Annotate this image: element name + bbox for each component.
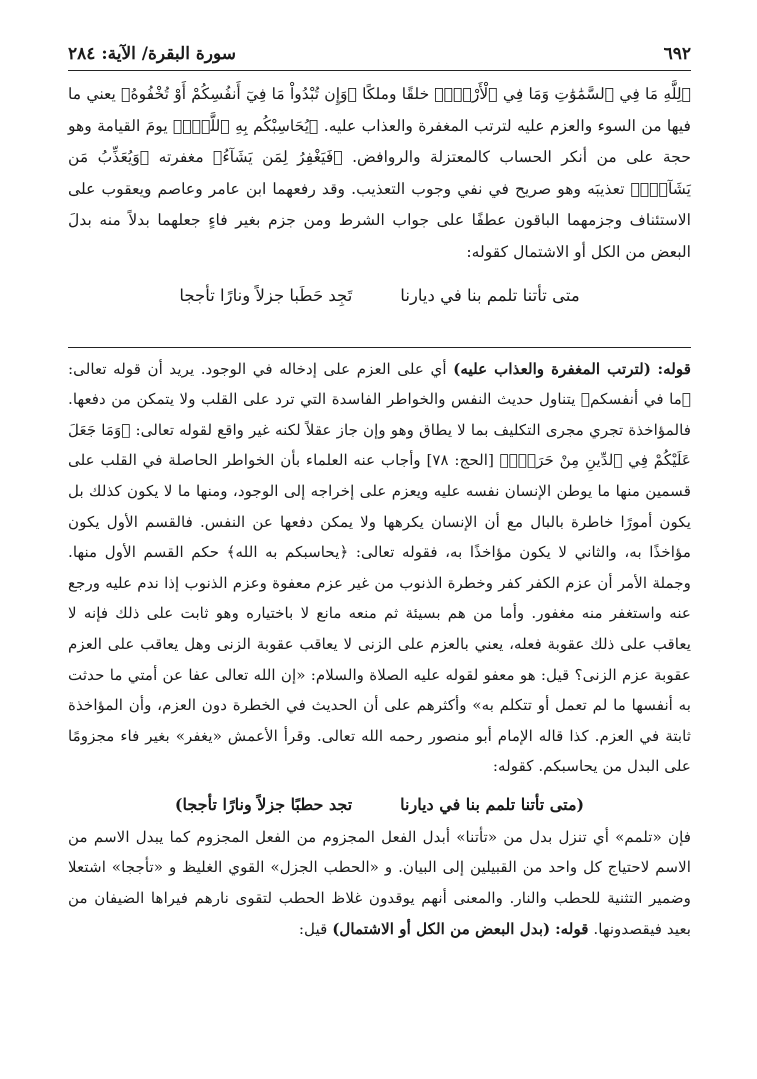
commentary-text: أي على العزم على إدخاله في الوجود. يريد أن قوله تعالى: ﴿ما في أنفسكم﴾ يتناول حديث النفس والخواطر الفاسدة التي ترد على القلب ولا يتمكن من دفعها. فالمؤاخذة تجري مجرى التكليف بما لا يطاق وهو وإن جاز عقلاً لكنه غير واقع لقوله تعالى: ﴿وَمَا جَعَلَ عَلَيْكُمْ فِي ٱلدِّينِ مِنْ حَرَجٍۚ﴾ [الحج: ٧٨] وأجاب عنه العلماء بأن الخواطر الحاصلة في القلب على قسمين منها ما يوطن الإنسان نفسه عليه ويعزم على إخراجه إلى الوجود، ومنها ما لا يكون كذلك بل يكون أمورًا خاطرة بالبال مع أن الإنسان يكرهها ولا يمكن دفعها عن النفس. فالقسم الأول يكون مؤاخذًا به، والثاني لا يكون مؤاخذًا به، فقوله تعالى: ﴿يحاسبكم به الله﴾ حكم القسم الأول منها. وجملة الأمر أن عزم الكفر كفر وخطرة الذنوب من غير عزم معفوة وعزم الذنوب إذا ندم عليه ورجع عنه واستغفر منه مغفور. وأما من هم بسيئة ثم منعه مانع لا باختياره وهو ثابت على ذلك فإنه لا يعاقب على ذلك عقوبة فعله، يعني بالعزم على الزنى لا يعاقب عقوبة الزنى وهل يعاقب على العزم عقوبة عزم الزنى؟ قيل: هو معفو لقوله عليه الصلاة والسلام: «إن الله تعالى عفا عن أمتي ما حدثت به أنفسها ما لم تعمل أو تتكلم به» وأكثرهم على أن الحديث في الخطرة دون العزم، وأن المؤاخذة ثابتة في العزم. كذا قاله الإمام أبو منصور رحمه الله تعالى. وقرأ الأعمش «يغفر» بغير فاء مجزومًا على البدل من يحاسبكم. كقوله: — [68, 359, 691, 776]
page-number: ٦٩٢ — [663, 44, 691, 64]
verse-first-hemistich: متى تأتنا تلمم بنا في ديارنا — [400, 285, 580, 305]
poetry-verse — [68, 281, 691, 311]
commentary-label-2: قوله: — [555, 919, 589, 938]
separator-line — [68, 347, 691, 348]
commentary-paragraph-1 — [68, 354, 691, 782]
commentary-label: قوله: — [657, 359, 692, 378]
commentary-quote-2: (بدل البعض من الكل أو الاشتمال) — [332, 919, 551, 938]
verse-second-hemistich: تَجِد حَطَبا جزلاً ونارًا تأججا — [179, 285, 353, 305]
surah-reference: سورة البقرة/ الآية: ٢٨٤ — [68, 44, 236, 64]
commentary-verse-first: (متى تأتنا تلمم بنا في ديارنا — [400, 794, 585, 814]
main-text — [68, 79, 691, 311]
commentary-poetry-verse — [68, 790, 691, 820]
commentary-quote: (لترتب المغفرة والعذاب عليه) — [453, 359, 651, 378]
commentary-text-2: فإن «تلمم» أي تنزل بدل من «تأتنا» أبدل الفعل المجزوم من الفعل المجزوم كما يبدل الاسم من الاسم لاحتياج كل واحد من القبيلين إلى البيان. و «الحطب الجزل» القوي الغليظ و «تأججا» اشتعلا وضمير التثنية للحطب والنار. والمعنى أنهم يوقدون غلاظ الحطب لتقوى نارهم فيراها الضيفان من بعيد فيقصدونها. — [68, 827, 691, 938]
commentary-section — [68, 354, 691, 945]
commentary-paragraph-2 — [68, 822, 691, 944]
commentary-tail: قيل: — [298, 919, 333, 938]
commentary-verse-second: تجد حطبًا جزلاً ونارًا تأججا) — [174, 794, 353, 814]
main-paragraph: ﴿لِلَّهِ مَا فِي ٱلسَّمَٰوَٰتِ وَمَا فِي ٱلْأَرْضِۗ﴾ خلقًا وملكًا ﴿وَإِن تُبْدُواْ مَا فِيٓ أَنفُسِكُمْ أَوْ تُخْفُوهُ﴾ يعني ما فيها من السوء والعزم عليه لترتب المغفرة والعذاب عليه. ﴿يُحَاسِبْكُم بِهِ ٱللَّهُۖ﴾ يومَ القيامة وهو حجة على من أنكر الحساب كالمعتزلة والروافض. ﴿فَيَغْفِرُ لِمَن يَشَآءُ﴾ مغفرته ﴿وَيُعَذِّبُ مَن يَشَآءُۗ﴾ تعذيبَه وهو صريح في نفي وجوب التعذيب. وقد رفعهما ابن عامر وعاصم ويعقوب على الاستئناف وجزمهما الباقون عطفًا على جواب الشرط ومن جزم بغير فاءٍ جعلهما بدلاً منه بدلَ البعض من الكل أو الاشتمال كقوله: — [68, 85, 692, 261]
page-header — [68, 38, 691, 71]
